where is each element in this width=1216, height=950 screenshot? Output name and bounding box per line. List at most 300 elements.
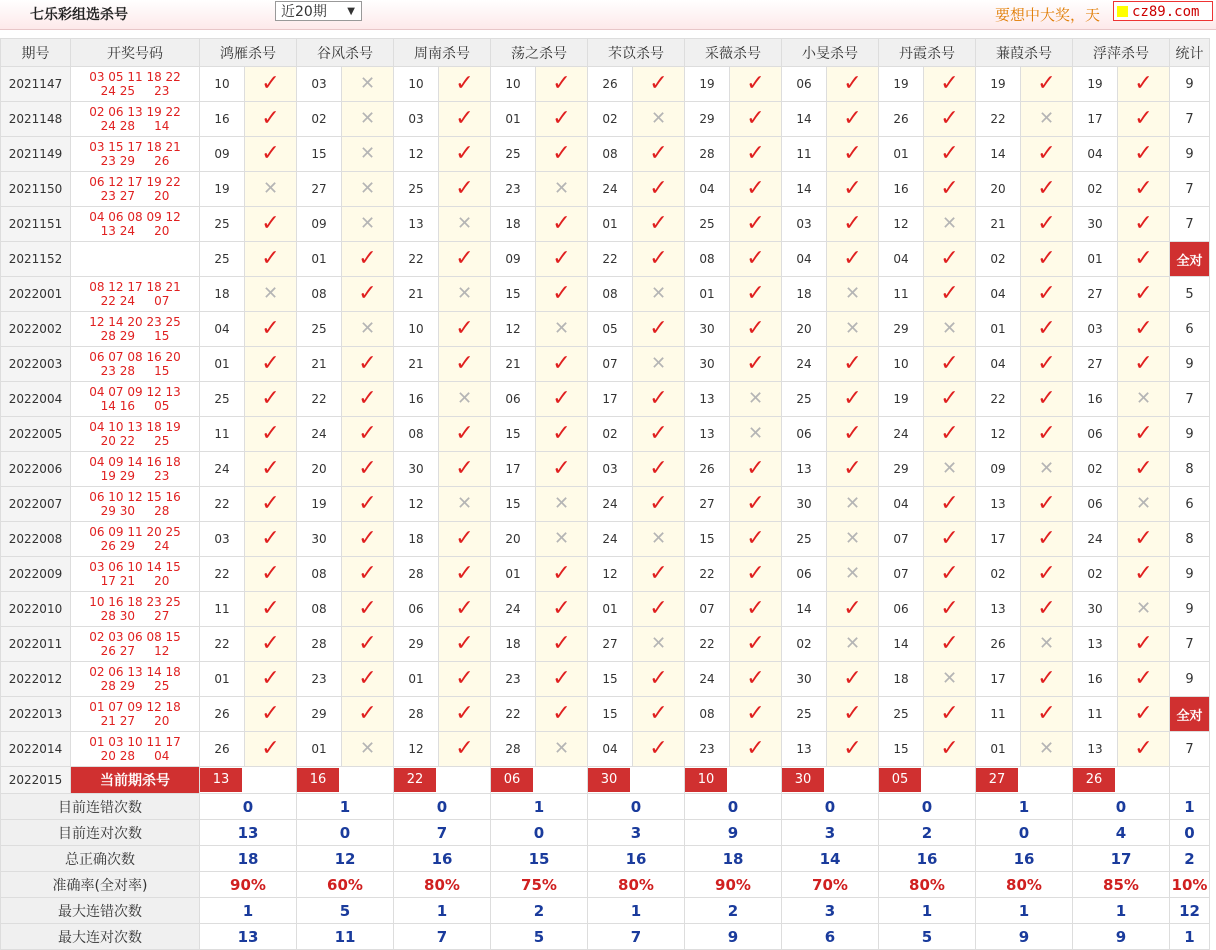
result-cell (342, 172, 394, 207)
result-cell (245, 662, 297, 697)
result-cell (1118, 487, 1170, 522)
period-cell: 2022009 (1, 557, 71, 592)
check-icon: ✓ (261, 106, 280, 131)
result-cell (730, 522, 782, 557)
kill-number: 06 (491, 382, 536, 417)
special-number: 04 (154, 749, 170, 763)
table-row (1, 172, 1210, 207)
result-cell (342, 627, 394, 662)
kill-number: 13 (782, 452, 827, 487)
result-cell (439, 277, 491, 312)
check-icon: ✓ (455, 526, 474, 551)
draw-numbers-line2 (71, 644, 199, 658)
cross-icon: ✕ (1135, 493, 1152, 514)
kill-number: 18 (491, 627, 536, 662)
header-expert[interactable]: 浮萍杀号 (1073, 39, 1170, 67)
kill-number: 29 (685, 102, 730, 137)
special-number: 07 (154, 294, 170, 308)
check-icon: ✓ (455, 561, 474, 586)
result-cell (342, 487, 394, 522)
top-bar (0, 0, 1216, 30)
draw-numbers-line2 (71, 364, 199, 378)
check-icon: ✓ (843, 141, 862, 166)
stats-value: 90% (200, 872, 297, 898)
table-row (1, 627, 1210, 662)
draw-numbers-line2 (71, 154, 199, 168)
kill-number: 15 (588, 697, 633, 732)
result-cell (827, 697, 879, 732)
header-expert[interactable]: 谷风杀号 (297, 39, 394, 67)
kill-number: 12 (879, 207, 924, 242)
check-icon: ✓ (746, 561, 765, 586)
kill-number: 09 (976, 452, 1021, 487)
draw-numbers-cell (71, 627, 200, 662)
check-icon: ✓ (358, 666, 377, 691)
current-kill-cell (394, 767, 491, 794)
kill-number: 04 (976, 277, 1021, 312)
kill-number: 01 (685, 277, 730, 312)
stats-value: 9 (685, 820, 782, 846)
result-cell (245, 207, 297, 242)
draw-numbers-tail: 29 30 (100, 504, 135, 518)
result-cell (827, 627, 879, 662)
kill-number: 21 (491, 347, 536, 382)
kill-number: 15 (491, 277, 536, 312)
result-cell (633, 522, 685, 557)
current-kill-cell (491, 767, 588, 794)
check-icon: ✓ (1037, 596, 1056, 621)
current-kill-number: 13 (200, 768, 242, 792)
draw-numbers-tail: 17 21 (100, 574, 135, 588)
header-expert[interactable]: 小旻杀号 (782, 39, 879, 67)
result-cell (342, 417, 394, 452)
correct-count: 6 (1170, 487, 1210, 522)
draw-numbers-line2 (71, 469, 199, 483)
draw-numbers-tail: 13 24 (100, 224, 135, 238)
kill-number: 01 (976, 312, 1021, 347)
kill-number: 19 (879, 67, 924, 102)
draw-numbers-line1: 04 06 08 09 12 (89, 210, 181, 224)
kill-number: 18 (879, 662, 924, 697)
kill-number: 05 (588, 312, 633, 347)
stats-value: 2 (491, 898, 588, 924)
kill-number: 24 (588, 487, 633, 522)
table-row (1, 662, 1210, 697)
result-cell (536, 137, 588, 172)
stats-value: 0 (685, 794, 782, 820)
kill-number: 14 (976, 137, 1021, 172)
header-expert[interactable]: 采薇杀号 (685, 39, 782, 67)
check-icon: ✓ (358, 456, 377, 481)
result-cell (730, 347, 782, 382)
period-select[interactable] (275, 1, 362, 21)
kill-number: 03 (1073, 312, 1118, 347)
check-icon: ✓ (649, 386, 668, 411)
kill-number: 25 (782, 697, 827, 732)
check-icon: ✓ (746, 246, 765, 271)
result-cell (245, 102, 297, 137)
check-icon: ✓ (552, 666, 571, 691)
header-expert[interactable]: 芣苡杀号 (588, 39, 685, 67)
period-cell: 2021148 (1, 102, 71, 137)
check-icon: ✓ (1134, 666, 1153, 691)
result-cell (536, 242, 588, 277)
draw-numbers-line1: 10 16 18 23 25 (89, 595, 181, 609)
cross-icon: ✕ (359, 108, 376, 129)
kill-number: 04 (879, 487, 924, 522)
current-period-row (1, 767, 1210, 794)
draw-numbers-cell (71, 102, 200, 137)
result-cell (1118, 557, 1170, 592)
stats-total: 2 (1170, 846, 1210, 872)
kill-number: 02 (588, 102, 633, 137)
kill-number: 25 (200, 242, 245, 277)
kill-number: 23 (297, 662, 342, 697)
result-cell (924, 102, 976, 137)
result-cell (439, 487, 491, 522)
result-cell (1118, 207, 1170, 242)
result-cell (924, 417, 976, 452)
cross-icon: ✕ (650, 108, 667, 129)
kill-number: 26 (976, 627, 1021, 662)
stats-value: 1 (200, 898, 297, 924)
result-cell (536, 347, 588, 382)
kill-number: 12 (588, 557, 633, 592)
header-numbers: 开奖号码 (71, 39, 200, 67)
kill-number: 27 (1073, 347, 1118, 382)
draw-numbers-tail: 20 28 (100, 749, 135, 763)
draw-numbers-tail: 24 25 (100, 84, 135, 98)
check-icon: ✓ (940, 281, 959, 306)
draw-numbers-line1: 02 06 13 14 18 (89, 665, 181, 679)
table-row (1, 522, 1210, 557)
cross-icon: ✕ (1038, 458, 1055, 479)
result-cell (730, 172, 782, 207)
special-number: 23 (154, 469, 170, 483)
result-cell (633, 312, 685, 347)
check-icon: ✓ (1037, 526, 1056, 551)
check-icon: ✓ (358, 701, 377, 726)
header-expert[interactable]: 周南杀号 (394, 39, 491, 67)
check-icon: ✓ (1134, 526, 1153, 551)
stats-value: 18 (200, 846, 297, 872)
result-cell (342, 452, 394, 487)
result-cell (633, 172, 685, 207)
current-kill-number: 26 (1073, 768, 1115, 792)
kill-number: 13 (685, 382, 730, 417)
result-cell (633, 67, 685, 102)
result-cell (245, 417, 297, 452)
kill-number: 27 (588, 627, 633, 662)
result-cell (633, 697, 685, 732)
kill-number: 29 (394, 627, 439, 662)
result-cell (827, 242, 879, 277)
draw-numbers-cell (71, 487, 200, 522)
stats-value: 85% (1073, 872, 1170, 898)
result-cell (730, 67, 782, 102)
stats-value: 13 (200, 820, 297, 846)
draw-numbers-line2 (71, 574, 199, 588)
kill-number: 27 (1073, 277, 1118, 312)
kill-number: 13 (1073, 732, 1118, 767)
stats-value: 0 (588, 794, 685, 820)
table-row (1, 487, 1210, 522)
current-kill-number: 30 (588, 768, 630, 792)
check-icon: ✓ (1134, 701, 1153, 726)
kill-number: 06 (879, 592, 924, 627)
result-cell (633, 137, 685, 172)
cross-icon: ✕ (844, 318, 861, 339)
kill-number: 23 (491, 662, 536, 697)
kill-number: 10 (879, 347, 924, 382)
stats-value: 7 (394, 924, 491, 950)
result-cell (730, 627, 782, 662)
kill-number: 11 (782, 137, 827, 172)
check-icon: ✓ (455, 316, 474, 341)
period-select-value: 近20期 (281, 4, 327, 20)
result-cell (439, 557, 491, 592)
result-cell (1118, 102, 1170, 137)
draw-numbers-line1: 02 06 13 19 22 (89, 105, 181, 119)
cross-icon: ✕ (941, 668, 958, 689)
check-icon: ✓ (1134, 106, 1153, 131)
correct-count: 6 (1170, 312, 1210, 347)
stats-label: 最大连对次数 (1, 924, 200, 950)
result-cell (536, 277, 588, 312)
header-expert[interactable]: 丹霞杀号 (879, 39, 976, 67)
draw-numbers-cell (71, 557, 200, 592)
check-icon: ✓ (455, 176, 474, 201)
stats-value: 16 (588, 846, 685, 872)
result-cell (342, 592, 394, 627)
cross-icon: ✕ (941, 458, 958, 479)
kill-number: 08 (685, 697, 730, 732)
check-icon: ✓ (843, 176, 862, 201)
kill-number: 25 (491, 137, 536, 172)
result-cell (827, 487, 879, 522)
draw-numbers-line1: 03 15 17 18 21 (89, 140, 181, 154)
table-row (1, 207, 1210, 242)
current-total-empty (1170, 767, 1210, 794)
result-cell (536, 207, 588, 242)
kill-number: 28 (297, 627, 342, 662)
check-icon: ✓ (1134, 421, 1153, 446)
check-icon: ✓ (843, 106, 862, 131)
cross-icon: ✕ (1038, 633, 1055, 654)
stats-value: 0 (782, 794, 879, 820)
draw-numbers-line2 (71, 434, 199, 448)
stats-value: 16 (879, 846, 976, 872)
stats-value: 70% (782, 872, 879, 898)
current-kill-cell (782, 767, 879, 794)
header-expert[interactable]: 鸿雁杀号 (200, 39, 297, 67)
check-icon: ✓ (1134, 351, 1153, 376)
check-icon: ✓ (940, 421, 959, 446)
correct-count: 8 (1170, 522, 1210, 557)
result-cell (1021, 627, 1073, 662)
check-icon: ✓ (1134, 71, 1153, 96)
current-kill-cell (200, 767, 297, 794)
check-icon: ✓ (746, 456, 765, 481)
result-cell (245, 242, 297, 277)
check-icon: ✓ (358, 246, 377, 271)
check-icon: ✓ (1134, 316, 1153, 341)
site-name: cz89.com (1132, 4, 1200, 20)
kill-number: 20 (976, 172, 1021, 207)
kill-number: 26 (200, 732, 245, 767)
kill-number: 07 (588, 347, 633, 382)
stats-value: 3 (782, 820, 879, 846)
result-cell (536, 627, 588, 662)
stats-value: 0 (200, 794, 297, 820)
result-cell (633, 487, 685, 522)
stats-value: 9 (1073, 924, 1170, 950)
kill-number: 19 (297, 487, 342, 522)
draw-numbers-tail: 23 28 (100, 364, 135, 378)
kill-number: 26 (685, 452, 730, 487)
cross-icon: ✕ (844, 493, 861, 514)
kill-number: 02 (588, 417, 633, 452)
result-cell (439, 382, 491, 417)
result-cell (342, 557, 394, 592)
stats-value: 1 (394, 898, 491, 924)
result-cell (1118, 627, 1170, 662)
stats-total: 1 (1170, 924, 1210, 950)
cross-icon: ✕ (553, 738, 570, 759)
site-logo[interactable] (1113, 1, 1213, 21)
kill-number: 11 (200, 417, 245, 452)
result-cell (827, 662, 879, 697)
draw-numbers-line2 (71, 679, 199, 693)
header-expert[interactable]: 荡之杀号 (491, 39, 588, 67)
check-icon: ✓ (358, 596, 377, 621)
kill-number: 30 (782, 487, 827, 522)
check-icon: ✓ (746, 666, 765, 691)
kill-number: 16 (394, 382, 439, 417)
check-icon: ✓ (746, 141, 765, 166)
stats-row (1, 872, 1210, 898)
stats-value: 2 (879, 820, 976, 846)
result-cell (924, 522, 976, 557)
draw-numbers-cell (71, 417, 200, 452)
result-cell (1021, 382, 1073, 417)
stats-value: 1 (588, 898, 685, 924)
result-cell (924, 242, 976, 277)
stats-value: 0 (879, 794, 976, 820)
result-cell (245, 67, 297, 102)
result-cell (245, 452, 297, 487)
kill-number: 01 (976, 732, 1021, 767)
check-icon: ✓ (746, 316, 765, 341)
result-cell (1118, 242, 1170, 277)
current-label: 当前期杀号 (71, 767, 200, 794)
kill-number: 10 (394, 67, 439, 102)
check-icon: ✓ (843, 211, 862, 236)
kill-number: 28 (685, 137, 730, 172)
check-icon: ✓ (1037, 491, 1056, 516)
kill-number: 02 (976, 242, 1021, 277)
check-icon: ✓ (940, 561, 959, 586)
special-number: 15 (154, 329, 170, 343)
check-icon: ✓ (552, 421, 571, 446)
special-number: 15 (154, 364, 170, 378)
check-icon: ✓ (261, 211, 280, 236)
kill-number: 04 (879, 242, 924, 277)
kill-number: 25 (782, 382, 827, 417)
check-icon: ✓ (940, 246, 959, 271)
kill-number: 03 (200, 522, 245, 557)
kill-number: 22 (588, 242, 633, 277)
kill-number: 08 (588, 277, 633, 312)
kill-number: 27 (685, 487, 730, 522)
special-number: 27 (154, 609, 170, 623)
check-icon: ✓ (746, 211, 765, 236)
cross-icon: ✕ (456, 493, 473, 514)
result-cell (536, 382, 588, 417)
period-cell: 2021147 (1, 67, 71, 102)
kill-number: 02 (1073, 172, 1118, 207)
check-icon: ✓ (1037, 316, 1056, 341)
kill-number: 09 (491, 242, 536, 277)
kill-number: 10 (394, 312, 439, 347)
check-icon: ✓ (552, 351, 571, 376)
period-cell: 2022007 (1, 487, 71, 522)
kill-number: 23 (685, 732, 730, 767)
result-cell (633, 417, 685, 452)
current-kill-cell (297, 767, 394, 794)
draw-numbers-line1: 04 09 14 16 18 (89, 455, 181, 469)
result-cell (730, 242, 782, 277)
draw-numbers-tail: 22 24 (100, 294, 135, 308)
check-icon: ✓ (649, 421, 668, 446)
result-cell (245, 522, 297, 557)
stats-value: 15 (491, 846, 588, 872)
result-cell (245, 172, 297, 207)
kill-number: 28 (394, 697, 439, 732)
kill-number: 06 (1073, 417, 1118, 452)
ad-text[interactable]: 要想中大奖，天 (995, 6, 1101, 24)
result-cell (245, 627, 297, 662)
result-cell (245, 592, 297, 627)
all-correct-badge: 全对 (1170, 242, 1210, 277)
kill-number: 26 (588, 67, 633, 102)
stats-total: 1 (1170, 794, 1210, 820)
check-icon: ✓ (940, 701, 959, 726)
result-cell (730, 137, 782, 172)
stats-value: 90% (685, 872, 782, 898)
kill-number: 11 (976, 697, 1021, 732)
stats-value: 12 (297, 846, 394, 872)
kill-number: 01 (491, 102, 536, 137)
kill-number: 21 (976, 207, 1021, 242)
result-cell (924, 662, 976, 697)
result-cell (1118, 417, 1170, 452)
period-cell: 2022014 (1, 732, 71, 767)
check-icon: ✓ (455, 736, 474, 761)
kill-number: 18 (491, 207, 536, 242)
special-number: 24 (154, 539, 170, 553)
current-kill-number: 06 (491, 768, 533, 792)
correct-count: 7 (1170, 732, 1210, 767)
current-kill-number: 05 (879, 768, 921, 792)
stats-row (1, 820, 1210, 846)
result-cell (439, 592, 491, 627)
header-expert[interactable]: 蒹葭杀号 (976, 39, 1073, 67)
table-row (1, 242, 1210, 277)
result-cell (1021, 487, 1073, 522)
stats-value: 60% (297, 872, 394, 898)
period-cell: 2022003 (1, 347, 71, 382)
